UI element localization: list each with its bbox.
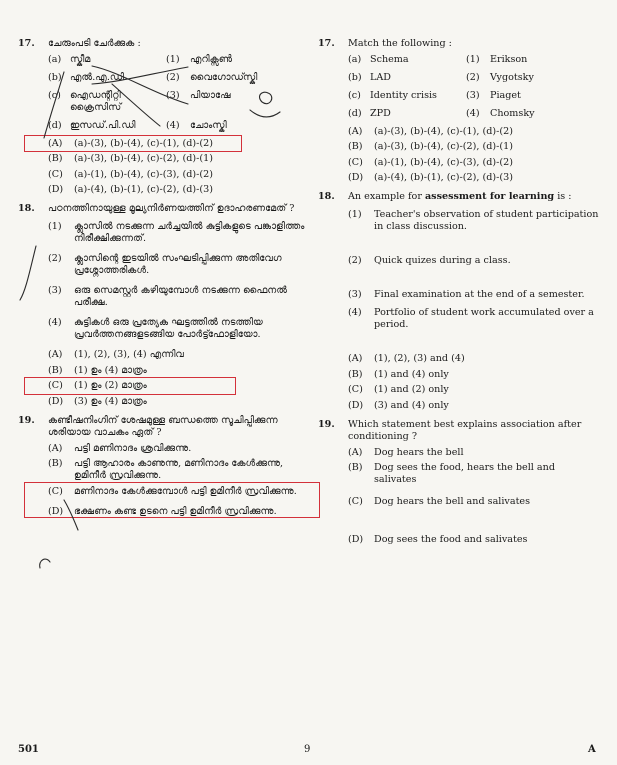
pair-match: Piaget	[490, 89, 521, 101]
question-number: 19.	[318, 418, 335, 430]
pair-number: (3)	[166, 89, 180, 101]
pen-stroke	[40, 559, 50, 568]
option-b	[48, 153, 306, 165]
option-label: (B)	[48, 364, 63, 376]
statement-number: (3)	[348, 289, 362, 301]
pair-number: (1)	[466, 53, 480, 65]
option-text: പട്ടി ആഹാരം കാണുന്നു, മണിനാദം കേൾക്കുന്നു, ഉമിനീർ സ്രവിക്കുന്നു.	[74, 458, 284, 482]
option-text: (a)-(1), (b)-(4), (c)-(3), (d)-(2)	[74, 168, 213, 180]
option-label: (D)	[48, 184, 64, 196]
option-text: (a)-(4), (b)-(1), (c)-(2), (d)-(3)	[74, 184, 213, 196]
option-b	[348, 369, 600, 381]
answer-options	[348, 353, 600, 411]
answer-highlight-box	[24, 135, 242, 152]
match-pair	[348, 108, 600, 120]
statement-text: ക്ലാസിന്റെ ഇടയിൽ സംഘടിപ്പിക്കുന്ന അതിവേഗ പ്രശ്നോത്തരികൾ.	[74, 253, 282, 277]
option-c	[48, 169, 306, 181]
pair-match: Vygotsky	[490, 71, 534, 83]
option-b	[48, 458, 306, 482]
option-label: (A)	[348, 353, 363, 365]
match-pairs	[348, 54, 600, 120]
statements	[348, 209, 600, 331]
pair-term: Identity crisis	[370, 89, 437, 101]
pair-number: (3)	[466, 89, 480, 101]
option-d	[48, 506, 306, 518]
pair-term: Schema	[370, 53, 409, 65]
question-text: Which statement best explains association after conditioning ?	[348, 418, 582, 442]
pair-term: ഐഡന്റിറ്റി ക്രൈസിസ്	[70, 89, 122, 113]
option-label: (C)	[48, 168, 63, 180]
option-label: (C)	[348, 496, 363, 508]
question-number: 17.	[318, 38, 335, 49]
answer-options	[48, 349, 306, 407]
option-text: Dog hears the bell and salivates	[374, 496, 531, 508]
statement-text: ക്ലാസിൽ നടക്കുന്ന ചർച്ചയിൽ കുട്ടികളുടെ പങ്കാളിത്തം നിരീക്ഷിക്കുന്നത്.	[74, 221, 305, 245]
option-label: (C)	[48, 380, 63, 392]
malayalam-column	[18, 38, 306, 525]
option-label: (C)	[48, 486, 63, 498]
option-label: (D)	[48, 506, 64, 518]
statement	[48, 317, 306, 341]
option-text: (1) ഉം (2) മാത്രം	[74, 380, 147, 392]
answer-options	[48, 443, 306, 518]
statement	[48, 285, 306, 309]
option-a	[48, 349, 306, 361]
match-pair	[48, 72, 306, 84]
option-c	[348, 157, 600, 169]
pair-label: (c)	[48, 89, 61, 101]
option-text: (1) and (4) only	[374, 368, 449, 380]
pair-match: പിയാഷേ	[190, 89, 231, 101]
pair-label: (d)	[48, 119, 62, 131]
pair-label: (b)	[48, 71, 62, 83]
option-d	[48, 396, 306, 408]
option-text: (a)-(3), (b)-(4), (c)-(2), (d)-(1)	[374, 141, 513, 153]
option-b	[348, 141, 600, 153]
match-pair	[48, 90, 306, 114]
option-label: (A)	[48, 137, 63, 149]
question-17-en	[318, 38, 600, 184]
page-number: 9	[304, 744, 311, 755]
question-text: Match the following :	[348, 38, 452, 49]
option-d	[348, 400, 600, 412]
statement	[348, 289, 600, 301]
statements	[48, 221, 306, 341]
option-c	[48, 486, 306, 498]
answer-highlight-box	[24, 377, 236, 395]
option-label: (D)	[348, 399, 364, 411]
statement-text: Final examination at the end of a semester.	[374, 289, 585, 301]
pair-label: (b)	[348, 71, 362, 83]
english-column	[318, 38, 600, 553]
pair-label: (d)	[348, 107, 362, 119]
option-label: (B)	[348, 141, 363, 153]
statement-number: (2)	[48, 253, 62, 265]
question-text-suffix: is :	[554, 191, 572, 203]
pair-match: Chomsky	[490, 107, 535, 119]
option-b	[348, 462, 600, 486]
option-a	[348, 353, 600, 365]
match-pair	[348, 72, 600, 84]
pair-match: എറിക്സൺ	[190, 53, 233, 65]
statement-number: (1)	[48, 221, 62, 233]
match-pair	[348, 90, 600, 102]
option-label: (A)	[48, 349, 63, 361]
option-label: (C)	[348, 384, 363, 396]
question-18-en	[318, 191, 600, 411]
option-text: (1), (2), (3) and (4)	[374, 353, 465, 365]
pair-label: (a)	[48, 53, 62, 65]
question-18-ml	[18, 203, 306, 407]
question-text-prefix: An example for	[348, 191, 425, 203]
option-a	[48, 138, 306, 150]
pair-label: (a)	[348, 53, 362, 65]
option-a	[348, 447, 600, 459]
option-text: (a)-(3), (b)-(4), (c)-(1), (d)-(2)	[74, 137, 213, 149]
answer-options	[348, 126, 600, 184]
question-19-en	[318, 419, 600, 546]
option-a	[48, 443, 306, 455]
option-a	[348, 126, 600, 138]
option-text: Dog sees the food and salivates	[374, 534, 528, 546]
option-label: (C)	[348, 156, 363, 168]
option-d	[348, 172, 600, 184]
option-c	[48, 380, 306, 392]
booklet-series: A	[588, 744, 596, 755]
question-number: 18.	[18, 203, 35, 215]
pair-term: LAD	[370, 71, 391, 83]
option-d	[48, 184, 306, 196]
statement-text: കുട്ടികൾ ഒരു പ്രത്യേക ഘട്ടത്തിൽ നടത്തിയ പ്രവർത്തനങ്ങളടങ്ങിയ പോർട്ട്ഫോളിയോ.	[74, 317, 263, 341]
pair-number: (4)	[166, 119, 180, 131]
pair-match: വൈഗോഡ്സ്കി	[190, 71, 258, 83]
match-pairs	[48, 54, 306, 132]
question-text: ചേരുംപടി ചേർക്കുക :	[48, 38, 141, 49]
pair-match: Erikson	[490, 53, 528, 65]
option-text: (3) ഉം (4) മാത്രം	[74, 395, 147, 407]
pair-term: സ്കീമ	[70, 53, 91, 65]
question-text: കണ്ടീഷനിംഗിന് ശേഷമുള്ള ബന്ധത്തെ സൂചിപ്പിക്കുന്ന ശരിയായ വാചകം ഏത് ?	[48, 414, 278, 438]
statement-number: (1)	[348, 209, 362, 221]
statement-text: Portfolio of student work accumulated over a period.	[374, 307, 594, 331]
option-label: (B)	[48, 458, 63, 470]
statement	[348, 307, 600, 331]
pair-match: ചോംസ്കി	[190, 119, 227, 131]
option-b	[48, 365, 306, 377]
match-pair	[48, 120, 306, 132]
option-label: (B)	[48, 153, 63, 165]
option-label: (D)	[348, 172, 364, 184]
page-code: 501	[18, 744, 39, 755]
option-label: (A)	[348, 446, 363, 458]
pair-number: (2)	[466, 71, 480, 83]
pair-term: ഇസഡ്.പി.ഡി	[70, 119, 136, 131]
statement-number: (2)	[348, 255, 362, 267]
statement-number: (4)	[348, 307, 362, 319]
option-text: Dog sees the food, hears the bell and salivates	[374, 462, 555, 486]
option-label: (D)	[348, 534, 364, 546]
statement-text: Quick quizes during a class.	[374, 255, 511, 267]
statement-text: Teacher's observation of student participation in class discussion.	[374, 209, 599, 233]
statement-number: (3)	[48, 285, 62, 297]
question-text	[348, 191, 600, 203]
option-text: (3) and (4) only	[374, 399, 449, 411]
question-text: പഠനത്തിനായുള്ള മൂല്യനിർണയത്തിന് ഉദാഹരണമേത് ?	[48, 203, 295, 215]
option-label: (B)	[348, 368, 363, 380]
statement	[48, 221, 306, 245]
option-text: പട്ടി മണിനാദം ശ്രവിക്കുന്നു.	[74, 442, 192, 454]
question-number: 19.	[18, 414, 35, 426]
option-d	[348, 534, 600, 546]
answer-options	[348, 447, 600, 546]
question-19-ml	[18, 415, 306, 518]
question-emphasis: assessment for learning	[424, 191, 555, 203]
pair-number: (1)	[166, 53, 180, 65]
option-text: മണിനാദം കേൾക്കുമ്പോൾ പട്ടി ഉമിനീർ സ്രവിക്കുന്നു.	[74, 486, 297, 498]
match-pair	[48, 54, 306, 66]
statement	[348, 255, 600, 267]
option-text: (a)-(3), (b)-(4), (c)-(2), (d)-(1)	[74, 153, 213, 165]
answer-options	[48, 138, 306, 196]
question-number: 18.	[318, 191, 335, 203]
option-text: (a)-(4), (b)-(1), (c)-(2), (d)-(3)	[374, 172, 513, 184]
question-17-ml	[18, 38, 306, 196]
option-text: (a)-(3), (b)-(4), (c)-(1), (d)-(2)	[374, 125, 513, 137]
match-pair	[348, 54, 600, 66]
option-text: Dog hears the bell	[374, 446, 464, 458]
statement-text: ഒരു സെമസ്റ്റർ കഴിയുമ്പോൾ നടക്കുന്ന ഫൈനൽ പരീക്ഷ.	[74, 285, 288, 309]
pair-term: ZPD	[370, 107, 391, 119]
option-text: (1) ഉം (4) മാത്രം	[74, 364, 147, 376]
question-number: 17.	[18, 38, 35, 49]
pair-number: (2)	[166, 71, 180, 83]
option-label: (B)	[348, 462, 363, 474]
pair-term: എൽ.എ.ഡി	[70, 71, 124, 83]
option-text: (a)-(1), (b)-(4), (c)-(3), (d)-(2)	[374, 156, 513, 168]
pair-number: (4)	[466, 107, 480, 119]
option-text: ഭക്ഷണം കണ്ട ഉടനെ പട്ടി ഉമിനീർ സ്രവിക്കുന്നു.	[74, 506, 277, 518]
statement-number: (4)	[48, 317, 62, 329]
option-text: (1) and (2) only	[374, 384, 449, 396]
pair-label: (c)	[348, 89, 361, 101]
option-c	[348, 384, 600, 396]
option-label: (A)	[48, 442, 63, 454]
option-label: (D)	[48, 395, 64, 407]
statement	[48, 253, 306, 277]
option-label: (A)	[348, 125, 363, 137]
option-text: (1), (2), (3), (4) എന്നിവ	[74, 349, 184, 361]
option-c	[348, 496, 600, 508]
statement	[348, 209, 600, 233]
